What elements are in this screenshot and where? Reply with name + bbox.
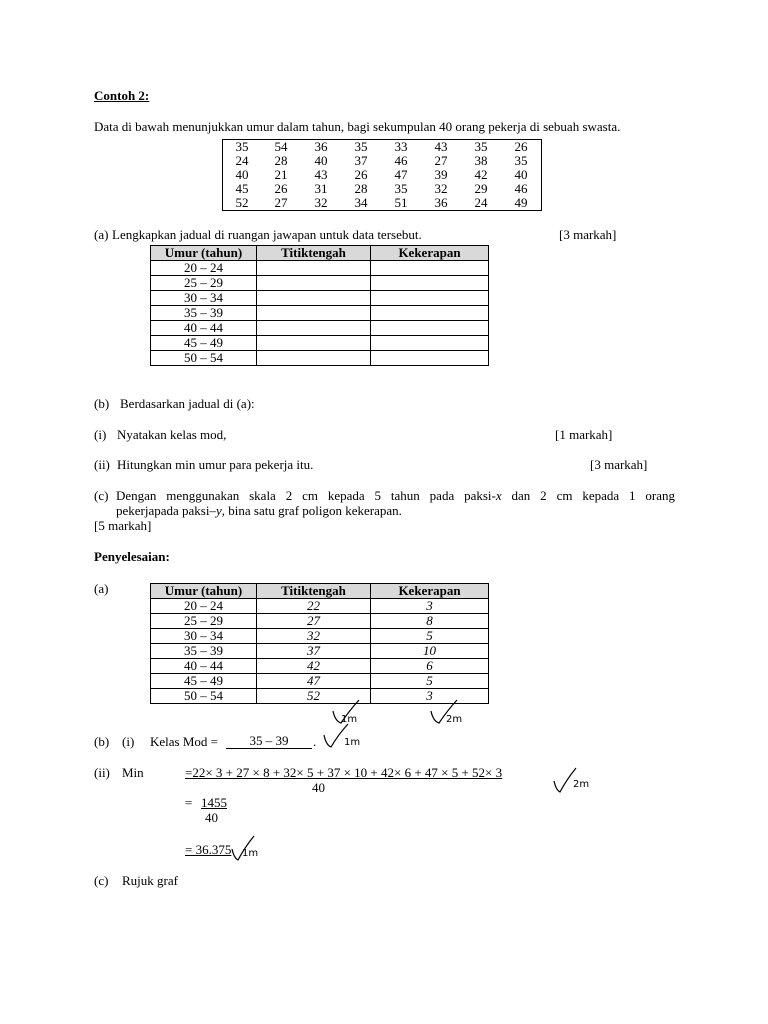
mod-label: Kelas Mod =: [150, 734, 218, 749]
raw-data-row: [223, 154, 542, 168]
midpoint-blank-cell: [257, 306, 371, 321]
frequency-blank-cell: [371, 321, 489, 336]
midpoint-cell: 52: [257, 689, 371, 704]
frequency-blank-cell: [371, 276, 489, 291]
raw-data-cell: 26: [514, 139, 528, 154]
midpoint-blank-cell: [257, 291, 371, 306]
sum-equals: =: [185, 795, 193, 810]
part-a-marks: [3 markah]: [559, 227, 617, 242]
raw-data-cell: 45: [235, 181, 249, 196]
frequency-blank-cell: [371, 306, 489, 321]
raw-data-cell: 40: [314, 153, 328, 168]
header-kekerapan: Kekerapan: [371, 246, 489, 261]
raw-data-cell: 24: [474, 195, 488, 210]
class-range-cell: 40 – 44: [151, 659, 257, 674]
midpoint-blank-cell: [257, 276, 371, 291]
raw-data-cell: 35: [235, 139, 249, 154]
header-umur: Umur (tahun): [151, 584, 257, 599]
frequency-table-answer: [150, 583, 489, 704]
raw-data-cell: 49: [514, 195, 528, 210]
table-row: [151, 276, 489, 291]
raw-data-row: [223, 182, 542, 196]
raw-data-cell: 34: [354, 195, 368, 210]
class-range-cell: 45 – 49: [151, 674, 257, 689]
frequency-blank-cell: [371, 351, 489, 366]
frequency-cell: 5: [371, 674, 489, 689]
table-row: [151, 321, 489, 336]
table-row: [151, 336, 489, 351]
class-range-cell: 50 – 54: [151, 689, 257, 704]
mark-2m-label: 2m: [573, 779, 590, 790]
raw-data-cell: 46: [514, 181, 528, 196]
raw-data-table: [222, 139, 542, 211]
frequency-blank-cell: [371, 291, 489, 306]
frequency-blank-cell: [371, 336, 489, 351]
mark-1m-label: 1m: [341, 714, 358, 725]
part-b-i-label: (i): [94, 427, 107, 442]
frequency-cell: 3: [371, 689, 489, 704]
class-range-cell: 25 – 29: [151, 614, 257, 629]
frequency-cell: 10: [371, 644, 489, 659]
header-titiktengah: Titiktengah: [257, 246, 371, 261]
table-row: [151, 614, 489, 629]
raw-data-cell: 38: [474, 153, 488, 168]
raw-data-cell: 47: [394, 167, 408, 182]
midpoint-cell: 27: [257, 614, 371, 629]
table-row: [151, 644, 489, 659]
raw-data-cell: 27: [274, 195, 288, 210]
raw-data-cell: 46: [394, 153, 408, 168]
raw-data-cell: 35: [474, 139, 488, 154]
class-range-cell: 40 – 44: [151, 321, 257, 336]
class-range-cell: 35 – 39: [151, 644, 257, 659]
part-b-label: (b): [94, 396, 110, 411]
table-row: [151, 674, 489, 689]
solution-c-label: (c): [94, 873, 109, 888]
raw-data-cell: 52: [235, 195, 249, 210]
midpoint-blank-cell: [257, 351, 371, 366]
frequency-cell: 5: [371, 629, 489, 644]
raw-data-cell: 33: [394, 139, 408, 154]
raw-data-cell: 43: [314, 167, 328, 182]
sum-denominator: 40: [205, 810, 218, 825]
table-row: [151, 261, 489, 276]
raw-data-cell: 24: [235, 153, 249, 168]
raw-data-cell: 42: [474, 167, 488, 182]
raw-data-cell: 43: [434, 139, 448, 154]
table-row: [151, 599, 489, 614]
mark-1m-label: 1m: [344, 737, 361, 748]
raw-data-cell: 35: [354, 139, 368, 154]
part-c-line1: Dengan menggunakan skala 2 cm kepada 5 tahun pada paksi-x dan 2 cm kepada 1 orang: [116, 488, 675, 503]
raw-data-cell: 27: [434, 153, 448, 168]
class-range-cell: 35 – 39: [151, 306, 257, 321]
raw-data-cell: 35: [514, 153, 528, 168]
raw-data-cell: 40: [235, 167, 249, 182]
frequency-cell: 6: [371, 659, 489, 674]
mod-dot: .: [313, 734, 317, 749]
frequency-blank-cell: [371, 261, 489, 276]
class-range-cell: 50 – 54: [151, 351, 257, 366]
intro-text: Data di bawah menunjukkan umur dalam tahun, bagi sekumpulan 40 orang pekerja di sebuah swasta.: [94, 119, 621, 134]
raw-data-cell: 28: [274, 153, 288, 168]
mark-1m-label: 1m: [242, 848, 259, 859]
class-range-cell: 45 – 49: [151, 336, 257, 351]
raw-data-cell: 26: [274, 181, 288, 196]
midpoint-cell: 32: [257, 629, 371, 644]
table-row: [151, 659, 489, 674]
midpoint-blank-cell: [257, 321, 371, 336]
class-range-cell: 30 – 34: [151, 629, 257, 644]
part-b-ii-label: (ii): [94, 457, 110, 472]
min-denominator: 40: [312, 780, 325, 795]
class-range-cell: 30 – 34: [151, 291, 257, 306]
raw-data-cell: 26: [354, 167, 368, 182]
solution-heading: Penyelesaian:: [94, 549, 170, 564]
solution-a-label: (a): [94, 581, 109, 596]
class-range-cell: 20 – 24: [151, 599, 257, 614]
raw-data-cell: 28: [354, 181, 368, 196]
raw-data-cell: 54: [274, 139, 288, 154]
sum-numerator: 1455: [201, 795, 227, 810]
solution-b-i-label: (i): [122, 734, 135, 749]
midpoint-cell: 42: [257, 659, 371, 674]
midpoint-blank-cell: [257, 261, 371, 276]
min-result: = 36.375: [185, 842, 232, 857]
raw-data-cell: 31: [314, 181, 328, 196]
part-b-text: Berdasarkan jadual di (a):: [120, 396, 255, 411]
min-numerator: =22× 3 + 27 × 8 + 32× 5 + 37 × 10 + 42× 6 + 47 × 5 + 52× 3: [185, 765, 503, 780]
raw-data-row: [223, 168, 542, 182]
frequency-table-blank: [150, 245, 489, 366]
mod-value: 35 – 39: [226, 734, 312, 749]
midpoint-cell: 47: [257, 674, 371, 689]
part-b-ii-text: Hitungkan min umur para pekerja itu.: [117, 457, 314, 472]
midpoint-cell: 22: [257, 599, 371, 614]
midpoint-cell: 37: [257, 644, 371, 659]
part-a-label: (a): [94, 227, 109, 242]
raw-data-cell: 32: [434, 181, 448, 196]
raw-data-row: [223, 140, 542, 155]
table-row: [151, 351, 489, 366]
midpoint-blank-cell: [257, 336, 371, 351]
raw-data-cell: 36: [434, 195, 448, 210]
raw-data-cell: 40: [514, 167, 528, 182]
solution-b-ii-label: (ii): [94, 765, 110, 780]
table-row: [151, 629, 489, 644]
frequency-cell: 8: [371, 614, 489, 629]
table-row: [151, 306, 489, 321]
raw-data-cell: 36: [314, 139, 328, 154]
class-range-cell: 20 – 24: [151, 261, 257, 276]
header-titiktengah: Titiktengah: [257, 584, 371, 599]
part-b-i-marks: [1 markah]: [555, 427, 613, 442]
header-umur: Umur (tahun): [151, 246, 257, 261]
raw-data-cell: 51: [394, 195, 408, 210]
part-b-i-text: Nyatakan kelas mod,: [117, 427, 227, 442]
raw-data-cell: 32: [314, 195, 328, 210]
raw-data-cell: 39: [434, 167, 448, 182]
raw-data-row: [223, 196, 542, 211]
mark-2m-label: 2m: [446, 714, 463, 725]
header-kekerapan: Kekerapan: [371, 584, 489, 599]
frequency-cell: 3: [371, 599, 489, 614]
heading: Contoh 2:: [94, 88, 150, 103]
solution-b-label: (b): [94, 734, 110, 749]
raw-data-cell: 21: [274, 167, 288, 182]
class-range-cell: 25 – 29: [151, 276, 257, 291]
part-c-label: (c): [94, 488, 109, 503]
raw-data-cell: 29: [474, 181, 488, 196]
raw-data-cell: 35: [394, 181, 408, 196]
part-b-ii-marks: [3 markah]: [590, 457, 648, 472]
solution-c-text: Rujuk graf: [122, 873, 178, 888]
part-c-marks: [5 markah]: [94, 518, 152, 533]
part-a-text: Lengkapkan jadual di ruangan jawapan untuk data tersebut.: [112, 227, 422, 242]
raw-data-cell: 37: [354, 153, 368, 168]
part-c-line2: pekerjapada paksi–y, bina satu graf poligon kekerapan.: [116, 503, 402, 518]
table-row: [151, 291, 489, 306]
min-label: Min: [122, 765, 144, 780]
